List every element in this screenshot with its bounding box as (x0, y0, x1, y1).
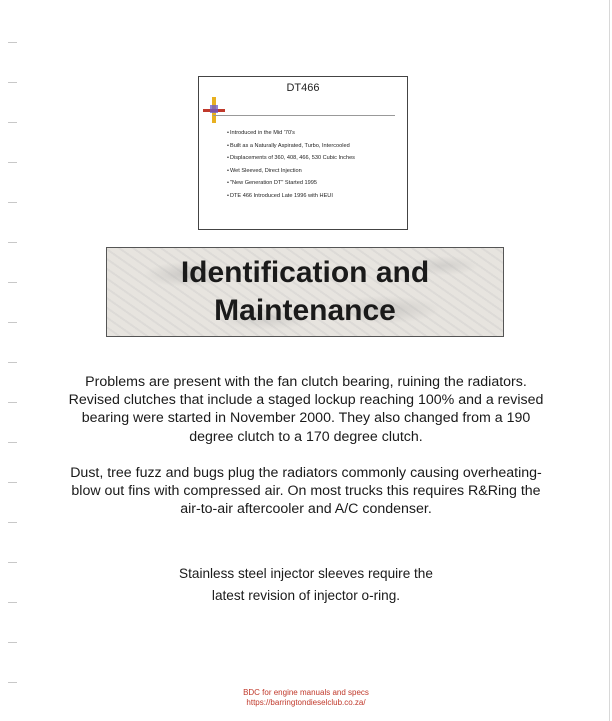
margin-tick (8, 562, 17, 563)
margin-tick (8, 242, 17, 243)
section-heading (107, 254, 503, 330)
section-heading-line2: Maintenance (214, 294, 396, 327)
margin-tick (8, 402, 17, 403)
slide-logo-icon (203, 97, 225, 123)
margin-tick (8, 82, 17, 83)
slide-bullet: • Displacements of 360, 408, 466, 530 Cubic Inches (227, 152, 401, 165)
margin-tick (8, 682, 17, 683)
slide-divider (213, 115, 395, 116)
page-edge-line (609, 0, 610, 721)
paragraph-line: Stainless steel injector sleeves require the (179, 566, 433, 581)
footer-text: BDC for engine manuals and specs (243, 688, 369, 697)
paragraph-injector-sleeves (60, 563, 552, 607)
margin-tick (8, 122, 17, 123)
footer-link[interactable]: https://barringtondieselclub.co.za/ (246, 698, 366, 707)
margin-tick (8, 202, 17, 203)
slide-bullet: • Wet Sleeved, Direct Injection (227, 165, 401, 178)
binder-margin (8, 0, 22, 721)
margin-tick (8, 322, 17, 323)
margin-tick (8, 642, 17, 643)
slide-title: DT466 (286, 82, 320, 94)
paragraph-fan-clutch: Problems are present with the fan clutch bearing, ruining the radiators. Revised clutches that include a staged lockup reaching 100% and a revised bearing were started in November 2000. They also changed from a 190 degree clutch to a 170 degree clutch. (68, 374, 544, 445)
section-banner (106, 247, 504, 337)
margin-tick (8, 442, 17, 443)
slide-thumbnail (198, 76, 408, 230)
slide-bullet: • "New Generation DT" Started 1995 (227, 177, 401, 190)
margin-tick (8, 482, 17, 483)
margin-tick (8, 362, 17, 363)
slide-bullet: • Introduced in the Mid '70's (227, 127, 401, 140)
slide-bullet: • DTE 466 Introduced Late 1996 with HEUI (227, 190, 401, 203)
margin-tick (8, 162, 17, 163)
paragraph-radiators: Dust, tree fuzz and bugs plug the radiators commonly causing overheating- blow out fins with compressed air. On most trucks this requires R&Ring the air-to-air aftercooler and A/C condenser. (70, 465, 542, 518)
paragraph-line: latest revision of injector o-ring. (211, 588, 401, 603)
margin-tick (8, 522, 17, 523)
section-heading-line1: Identification and (180, 256, 430, 289)
margin-tick (8, 602, 17, 603)
slide-bullet-list (227, 127, 401, 203)
slide-bullet: • Built as a Naturally Aspirated, Turbo, Intercooled (227, 140, 401, 153)
margin-tick (8, 282, 17, 283)
page-footer (0, 688, 612, 708)
margin-tick (8, 42, 17, 43)
